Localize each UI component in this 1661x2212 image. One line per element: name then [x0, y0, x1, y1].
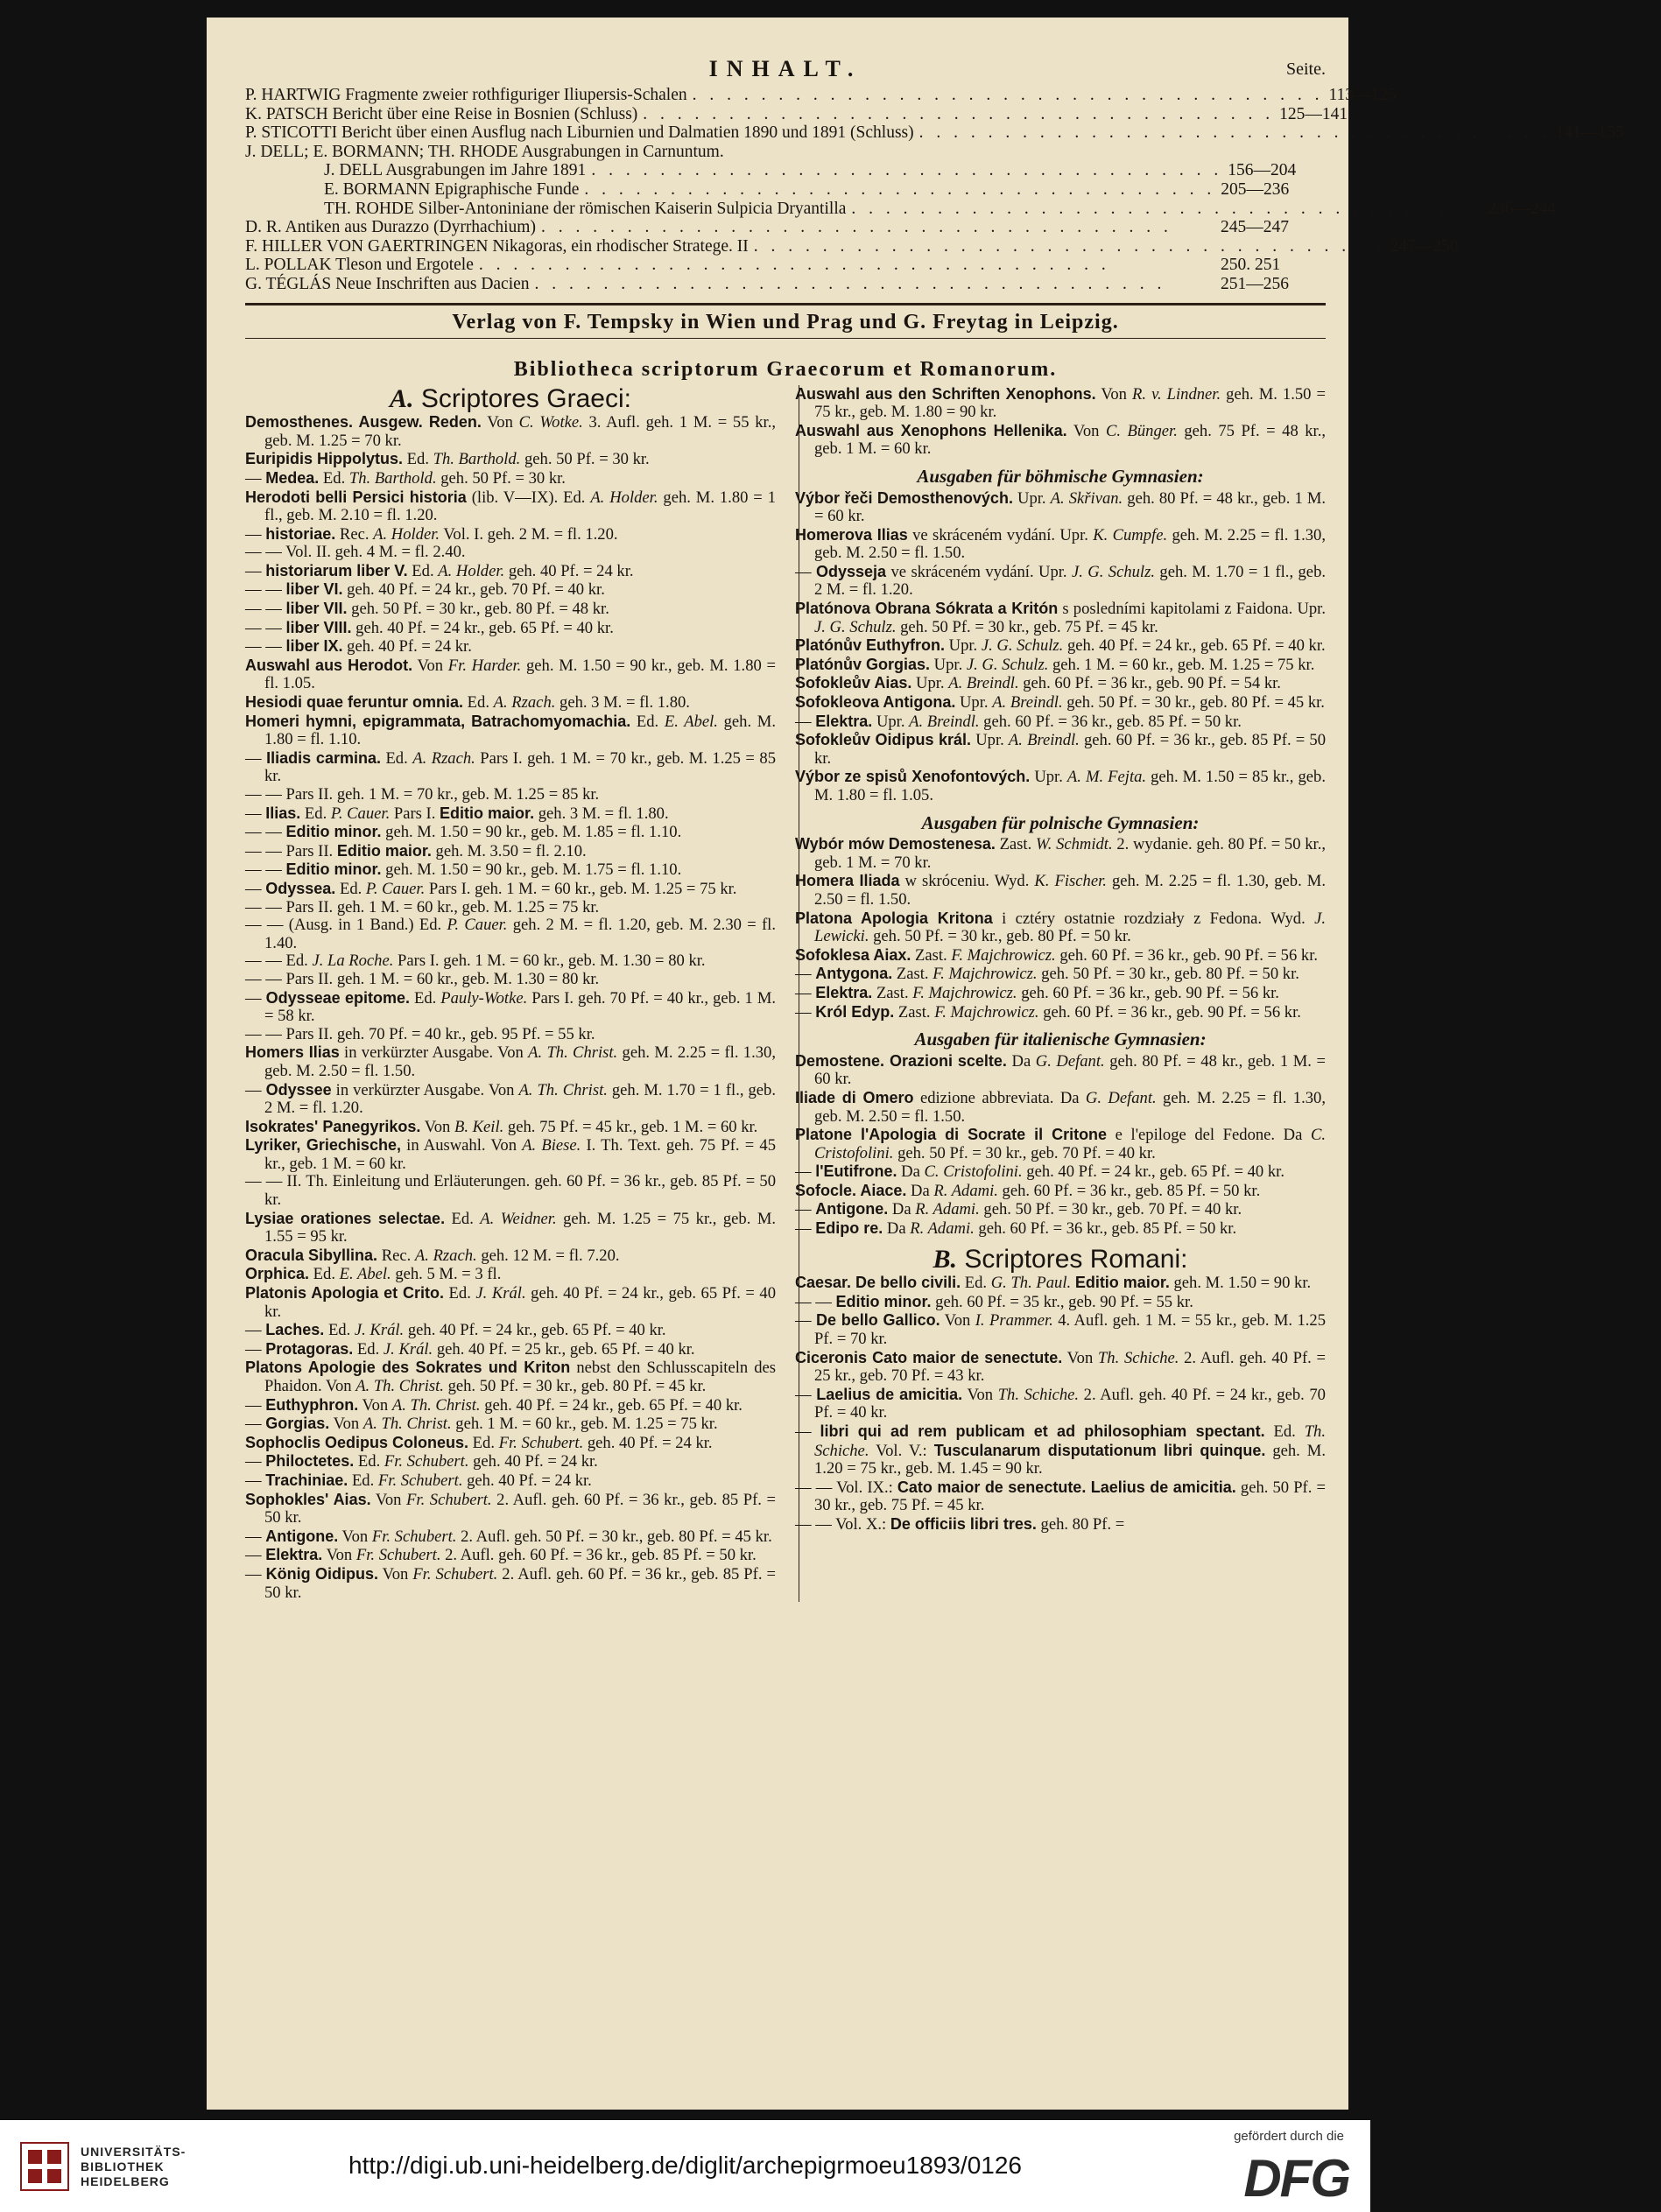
toc-leader: . . . . . . . . . . . . . . . . . . . . . . . . . . . . . . . . . . . . .	[918, 123, 1551, 143]
toc-entry-pages: 251—256	[1221, 274, 1289, 293]
toc-entry-title: TH. ROHDE Silber-Antoniniane der römischen Kaiserin Sulpicia Dryantilla	[324, 199, 847, 218]
catalog-entry: — Elektra. Von Fr. Schubert. 2. Aufl. geh. 60 Pf. = 36 kr., geb. 85 Pf. = 50 kr.	[245, 1546, 757, 1565]
catalog-entry: — Edipo re. Da R. Adami. geh. 60 Pf. = 36 kr., geb. 85 Pf. = 50 kr.	[795, 1219, 1237, 1239]
catalog-entry: — Medea. Ed. Th. Barthold. geh. 50 Pf. = 30 kr.	[245, 468, 566, 488]
catalog-entry: Sofokleův Oidipus král. Upr. A. Breindl. geh. 60 Pf. = 36 kr., geb. 85 Pf. = 50 kr.	[795, 731, 1326, 768]
catalog-entry: — — Editio minor. geh. M. 1.50 = 90 kr., geb. M. 1.75 = fl. 1.10.	[245, 860, 682, 880]
catalog-entry: — Antigone. Da R. Adami. geh. 50 Pf. = 30 kr., geb. 70 Pf. = 40 kr.	[795, 1200, 1242, 1219]
dfg-logo: DFG	[1243, 2149, 1349, 2208]
subheading-ital: Ausgaben für italienische Gymnasien:	[914, 1029, 1207, 1050]
catalog-entry: — — liber VII. geh. 50 Pf. = 30 kr., geb. 80 Pf. = 48 kr.	[245, 600, 609, 619]
toc-header	[245, 56, 1326, 86]
catalog-entry: — Gorgias. Von A. Th. Christ. geh. 1 M. = 60 kr., geb. M. 1.25 = 75 kr.	[245, 1415, 718, 1434]
catalog-entry: — historiarum liber V. Ed. A. Holder. geh. 40 Pf. = 24 kr.	[245, 561, 634, 580]
catalog-entry: — Król Edyp. Zast. F. Majchrowicz. geh. 60 Pf. = 36 kr., geb. 90 Pf. = 56 kr.	[795, 1002, 1301, 1022]
catalog-entry: Homerova Ilias ve skráceném vydání. Upr. K. Cumpfe. geh. M. 2.25 = fl. 1.30, geb. M. 2.50 = fl. 1.50.	[795, 525, 1326, 563]
entry-list	[795, 1052, 1326, 1239]
catalog-entry: Caesar. De bello civili. Ed. G. Th. Paul. Editio maior. geh. M. 1.50 = 90 kr.	[795, 1274, 1312, 1293]
entry-list	[795, 385, 1326, 459]
source-url[interactable]: http://digi.ub.uni-heidelberg.de/diglit/archepigrmoeu1893/0126	[348, 2152, 1022, 2179]
toc-entry-title: P. STICOTTI Bericht über einen Ausflug nach Liburnien und Dalmatien 1890 und 1891 (Schluss)	[245, 123, 914, 143]
catalog-entry: — — Vol. X.: De officiis libri tres. geh. 80 Pf. =	[795, 1514, 1125, 1534]
library-name-line: BIBLIOTHEK	[81, 2159, 165, 2173]
catalog-entry: — — liber IX. geh. 40 Pf. = 24 kr.	[245, 637, 472, 657]
entry-list	[245, 413, 776, 1602]
toc-entry-title: L. POLLAK Tleson und Ergotele	[245, 256, 474, 275]
entry-list	[795, 489, 1326, 805]
catalog-entry: Platónův Gorgias. Upr. J. G. Schulz. geh. 1 M. = 60 kr., geb. M. 1.25 = 75 kr.	[795, 655, 1315, 674]
catalog-entry: — — Pars II. geh. 1 M. = 60 kr., geb. M. 1.30 = 80 kr.	[245, 969, 600, 988]
catalog-entry: Výbor ze spisů Xenofontových. Upr. A. M. Fejta. geh. M. 1.50 = 85 kr., geb. M. 1.80 = fl. 1.05.	[795, 768, 1326, 804]
catalog-entry: — König Oidipus. Von Fr. Schubert. 2. Aufl. geh. 60 Pf. = 36 kr., geb. 85 Pf. = 50 kr.	[245, 1564, 776, 1602]
toc-leader: . . . . . . . . . . . . . . . . . . . . . . . . . . . . . . . . . . . . .	[851, 199, 1483, 218]
toc-row	[245, 218, 1326, 237]
entry-list	[795, 1274, 1326, 1534]
catalog-entry: — — Vol. II. geh. 4 M. = fl. 2.40.	[245, 543, 466, 562]
catalog-entry: Platons Apologie des Sokrates und Kriton nebst den Schlusscapiteln des Phaidon. Von A. Th. Christ. geh. 50 Pf. = 30 kr., geb. 80 Pf. = 45 kr.	[245, 1359, 776, 1395]
section-heading-graeci	[245, 383, 776, 413]
catalog-entry: Homers Ilias in verkürzter Ausgabe. Von A. Th. Christ. geh. M. 2.25 = fl. 1.30, geb. M. 2.50 = fl. 1.50.	[245, 1043, 776, 1080]
section-letter: B.	[933, 1244, 958, 1274]
section-heading-romani	[795, 1244, 1326, 1274]
toc-entry-pages: 141—155	[1555, 123, 1624, 143]
toc-leader: . . . . . . . . . . . . . . . . . . . . . . . . . . . . . . . . . . . . .	[591, 161, 1223, 180]
section-title: Scriptores Graeci:	[420, 383, 631, 413]
toc-entry-pages: 113—125	[1328, 86, 1397, 104]
toc-leader: . . . . . . . . . . . . . . . . . . . . . . . . . . . . . . . . . . . . .	[540, 218, 1172, 237]
catalog-columns	[245, 385, 1326, 1603]
catalog-entry: — — Ed. J. La Roche. Pars I. geh. 1 M. = 60 kr., geb. M. 1.30 = 80 kr.	[245, 952, 706, 971]
table-of-contents	[245, 86, 1624, 294]
catalog-entry: — Philoctetes. Ed. Fr. Schubert. geh. 40 Pf. = 24 kr.	[245, 1452, 598, 1471]
toc-leader: . . . . . . . . . . . . . . . . . . . . . . . . . . . . . . . . . . . . .	[692, 86, 1324, 104]
section-letter: A.	[390, 383, 414, 413]
toc-entry-title: E. BORMANN Epigraphische Funde	[324, 179, 580, 199]
toc-entry-pages: 245—247	[1221, 218, 1289, 237]
toc-entry-title: J. DELL; E. BORMANN; TH. RHODE Ausgrabungen in Carnuntum.	[245, 142, 724, 161]
catalog-entry: Sofocle. Aiace. Da R. Adami. geh. 60 Pf. = 36 kr., geb. 85 Pf. = 50 kr.	[795, 1181, 1261, 1200]
left-column	[245, 385, 776, 1603]
catalog-entry: Sofokleova Antigona. Upr. A. Breindl. geh. 50 Pf. = 30 kr., geb. 80 Pf. = 45 kr.	[795, 693, 1325, 713]
catalog-entry: Hesiodi quae feruntur omnia. Ed. A. Rzach. geh. 3 M. = fl. 1.80.	[245, 693, 690, 713]
catalog-entry: — — liber VIII. geh. 40 Pf. = 24 kr., geb. 65 Pf. = 40 kr.	[245, 618, 614, 637]
catalog-entry: Herodoti belli Persici historia (lib. V—IX). Ed. A. Holder. geh. M. 1.80 = 1 fl., geb. M. 2.10 = fl. 1.20.	[245, 488, 776, 525]
catalog-entry: Homeri hymni, epigrammata, Batrachomyomachia. Ed. E. Abel. geh. M. 1.80 = fl. 1.10.	[245, 712, 776, 749]
toc-entry-pages: 247—250	[1390, 236, 1459, 256]
catalog-entry: — Elektra. Upr. A. Breindl. geh. 60 Pf. = 36 kr., geb. 85 Pf. = 50 kr.	[795, 712, 1242, 731]
catalog-entry: Demosthenes. Ausgew. Reden. Von C. Wotke. 3. Aufl. geh. 1 M. = 55 kr., geb. M. 1.25 = 70 kr.	[245, 413, 776, 450]
catalog-entry: Demostene. Orazioni scelte. Da G. Defant. geh. 80 Pf. = 48 kr., geb. 1 M. = 60 kr.	[795, 1051, 1326, 1089]
toc-row	[245, 256, 1326, 275]
catalog-entry: — Odysseja ve skráceném vydání. Upr. J. G. Schulz. geh. M. 1.70 = 1 fl., geb. 2 M. = fl. 1.20.	[795, 562, 1327, 600]
catalog-entry: Isokrates' Panegyrikos. Von B. Keil. geh. 75 Pf. = 45 kr., geb. 1 M. = 60 kr.	[245, 1117, 758, 1136]
catalog-entry: — historiae. Rec. A. Holder. Vol. I. geh. 2 M. = fl. 1.20.	[245, 524, 618, 544]
toc-leader: . . . . . . . . . . . . . . . . . . . . . . . . . . . . . . . . . . . . .	[753, 236, 1385, 256]
toc-row	[245, 104, 1348, 124]
toc-leader: . . . . . . . . . . . . . . . . . . . . . . . . . . . . . . . . . . . . .	[478, 256, 1110, 275]
subheading-bohm: Ausgaben für böhmische Gymnasien:	[917, 465, 1204, 487]
toc-entry-pages: 156—204	[1228, 161, 1297, 180]
publisher-line: Verlag von F. Tempsky in Wien und Prag und G. Freytag in Leipzig.	[452, 310, 1119, 334]
bibliotheca-title: Bibliotheca scriptorum Graecorum et Romanorum.	[513, 357, 1058, 381]
catalog-entry: — — liber VI. geh. 40 Pf. = 24 kr., geb. 70 Pf. = 40 kr.	[245, 580, 605, 600]
toc-leader	[724, 143, 1221, 162]
catalog-entry: Auswahl aus Xenophons Hellenika. Von C. Bünger. geh. 75 Pf. = 48 kr., geb. 1 M. = 60 kr.	[795, 421, 1327, 459]
catalog-entry: Sofokleův Aias. Upr. A. Breindl. geh. 60 Pf. = 36 kr., geb. 90 Pf. = 54 kr.	[795, 674, 1281, 693]
catalog-entry: Výbor řeči Demosthenových. Upr. A. Skřivan. geh. 80 Pf. = 48 kr., geb. 1 M. = 60 kr.	[795, 488, 1326, 526]
catalog-entry: Platónova Obrana Sókrata a Kritón s posledními kapitolami z Faidona. Upr. J. G. Schulz. geh. 50 Pf. = 30 kr., geb. 75 Pf. = 45 kr.	[795, 600, 1326, 636]
catalog-entry: Platone l'Apologia di Socrate il Critone e l'epiloge del Fedone. Da C. Cristofolini. geh. 50 Pf. = 30 kr., geb. 70 Pf. = 40 kr.	[795, 1126, 1327, 1162]
catalog-entry: — Protagoras. Ed. J. Král. geh. 40 Pf. = 25 kr., geb. 65 Pf. = 40 kr.	[245, 1339, 695, 1359]
toc-entry-title: J. DELL Ausgrabungen im Jahre 1891	[324, 161, 587, 180]
catalog-entry: Homera Iliada w skróceniu. Wyd. K. Fischer. geh. M. 2.25 = fl. 1.30, geb. M. 2.50 = fl. 1.50.	[795, 872, 1326, 909]
toc-row	[245, 199, 1557, 219]
toc-page-label: Seite.	[1286, 60, 1326, 79]
catalog-entry: Iliade di Omero edizione abbreviata. Da G. Defant. geh. M. 2.25 = fl. 1.30, geb. M. 2.50 = fl. 1.50.	[795, 1088, 1326, 1126]
catalog-entry: Sofoklesa Aiax. Zast. F. Majchrowicz. geh. 60 Pf. = 36 kr., geb. 90 Pf. = 56 kr.	[795, 945, 1319, 965]
divider	[245, 303, 1326, 305]
document-page	[207, 18, 1624, 2110]
toc-entry-title: P. HARTWIG Fragmente zweier rothfiguriger Iliupersis-Schalen	[245, 86, 687, 104]
catalog-entry: Sophoclis Oedipus Coloneus. Ed. Fr. Schubert. geh. 40 Pf. = 24 kr.	[245, 1433, 713, 1452]
toc-row	[245, 236, 1459, 256]
catalog-entry: — — Pars II. Editio maior. geh. M. 3.50 = fl. 2.10.	[245, 841, 587, 860]
catalog-entry: — Odyssea. Ed. P. Cauer. Pars I. geh. 1 M. = 60 kr., geb. M. 1.25 = 75 kr.	[245, 879, 737, 898]
library-name-line: HEIDELBERG	[81, 2174, 170, 2188]
catalog-entry: Platónův Euthyfron. Upr. J. G. Schulz. geh. 40 Pf. = 24 kr., geb. 65 Pf. = 40 kr.	[795, 636, 1326, 656]
toc-row	[245, 143, 1326, 162]
toc-title: INHALT.	[708, 56, 862, 81]
catalog-entry: — Antygona. Zast. F. Majchrowicz. geh. 50 Pf. = 30 kr., geb. 80 Pf. = 50 kr.	[795, 965, 1299, 984]
toc-row	[245, 180, 1326, 200]
catalog-entry: Sophokles' Aias. Von Fr. Schubert. 2. Aufl. geh. 60 Pf. = 36 kr., geb. 85 Pf. = 50 kr.	[245, 1490, 777, 1527]
funded-by-text: gefördert durch die	[1234, 2129, 1344, 2144]
catalog-entry: — — Editio minor. geh. M. 1.50 = 90 kr., geb. M. 1.85 = fl. 1.10.	[245, 823, 682, 842]
catalog-entry: Lyriker, Griechische, in Auswahl. Von A. Biese. I. Th. Text. geh. 75 Pf. = 45 kr., geb. 1 M. = 60 kr.	[245, 1136, 776, 1173]
toc-row	[245, 86, 1397, 105]
toc-leader: . . . . . . . . . . . . . . . . . . . . . . . . . . . . . . . . . . . . .	[643, 104, 1275, 123]
catalog-entry: — Laches. Ed. J. Král. geh. 40 Pf. = 24 kr., geb. 65 Pf. = 40 kr.	[245, 1321, 666, 1340]
section-title: Scriptores Romani:	[964, 1244, 1188, 1274]
toc-entry-pages: 205—236	[1221, 179, 1290, 199]
catalog-entry: — Antigone. Von Fr. Schubert. 2. Aufl. geh. 50 Pf. = 30 kr., geb. 80 Pf. = 45 kr.	[245, 1527, 772, 1546]
catalog-entry: Ciceronis Cato maior de senectute. Von Th. Schiche. 2. Aufl. geh. 40 Pf. = 25 kr., geb. 70 Pf. = 43 kr.	[795, 1348, 1326, 1386]
catalog-entry: — — Vol. IX.: Cato maior de senectute. Laelius de amicitia. geh. 50 Pf. = 30 kr., geb. 75 Pf. = 45 kr.	[795, 1478, 1326, 1515]
catalog-entry: — l'Eutifrone. Da C. Cristofolini. geh. 40 Pf. = 24 kr., geb. 65 Pf. = 40 kr.	[795, 1162, 1284, 1182]
catalog-entry: Platona Apologia Kritona i cztéry ostatnie rozdziały z Fedona. Wyd. J. Lewicki. geh. 50 Pf. = 30 kr., geb. 80 Pf. = 50 kr.	[795, 909, 1327, 946]
catalog-entry: — Odyssee in verkürzter Ausgabe. Von A. Th. Christ. geh. M. 1.70 = 1 fl., geb. 2 M. = fl. 1.20.	[245, 1080, 776, 1118]
catalog-entry: Auswahl aus Herodot. Von Fr. Harder. geh. M. 1.50 = 90 kr., geb. M. 1.80 = fl. 1.05.	[245, 656, 776, 693]
toc-entry-title: F. HILLER VON GAERTRINGEN Nikagoras, ein rhodischer Stratege. II	[245, 236, 749, 256]
catalog-entry: Lysiae orationes selectae. Ed. A. Weidner. geh. M. 1.25 = 75 kr., geb. M. 1.55 = 95 kr.	[245, 1209, 777, 1246]
catalog-entry: — Elektra. Zast. F. Majchrowicz. geh. 60 Pf. = 36 kr., geb. 90 Pf. = 56 kr.	[795, 983, 1279, 1002]
footer-bar	[0, 2120, 1370, 2212]
catalog-entry: Wybór mów Demostenesa. Zast. W. Schmidt. 2. wydanie. geh. 80 Pf. = 50 kr., geb. 1 M. = 70 kr.	[795, 835, 1326, 872]
library-name-line: UNIVERSITÄTS-	[81, 2145, 187, 2159]
catalog-entry: Platonis Apologia et Crito. Ed. J. Král. geh. 40 Pf. = 24 kr., geb. 65 Pf. = 40 kr.	[245, 1284, 776, 1321]
toc-row	[245, 123, 1624, 143]
toc-entry-title: G. TÉGLÁS Neue Inschriften aus Dacien	[245, 274, 530, 293]
catalog-entry: — — Pars II. geh. 70 Pf. = 40 kr., geb. 95 Pf. = 55 kr.	[245, 1024, 595, 1043]
catalog-entry: Euripidis Hippolytus. Ed. Th. Barthold. geh. 50 Pf. = 30 kr.	[245, 450, 650, 469]
catalog-entry: — Euthyphron. Von A. Th. Christ. geh. 40 Pf. = 24 kr., geb. 65 Pf. = 40 kr.	[245, 1395, 743, 1415]
catalog-entry: — Odysseae epitome. Ed. Pauly-Wotke. Pars I. geh. 70 Pf. = 40 kr., geb. 1 M. = 58 kr.	[245, 988, 777, 1026]
catalog-entry: — Trachiniae. Ed. Fr. Schubert. geh. 40 Pf. = 24 kr.	[245, 1471, 592, 1490]
catalog-entry: — Ilias. Ed. P. Cauer. Pars I. Editio maior. geh. 3 M. = fl. 1.80.	[245, 804, 669, 823]
toc-entry-pages	[1221, 143, 1326, 162]
catalog-entry: — Laelius de amicitia. Von Th. Schiche. 2. Aufl. geh. 40 Pf. = 24 kr., geb. 70 Pf. = 40 kr.	[795, 1385, 1326, 1422]
toc-entry-pages: 236—244	[1488, 199, 1557, 218]
catalog-entry: — De bello Gallico. Von I. Prammer. 4. Aufl. geh. 1 M. = 55 kr., geb. M. 1.25 Pf. = 70 kr.	[795, 1311, 1327, 1349]
toc-entry-title: K. PATSCH Bericht über eine Reise in Bosnien (Schluss)	[245, 104, 638, 123]
catalog-entry: — — Pars II. geh. 1 M. = 60 kr., geb. M. 1.25 = 75 kr.	[245, 897, 600, 916]
divider	[245, 338, 1326, 339]
catalog-entry: Oracula Sibyllina. Rec. A. Rzach. geh. 12 M. = fl. 7.20.	[245, 1246, 620, 1265]
catalog-entry: — — (Ausg. in 1 Band.) Ed. P. Cauer. geh. 2 M. = fl. 1.20, geb. M. 2.30 = fl. 1.40.	[245, 916, 776, 952]
toc-entry-title: D. R. Antiken aus Durazzo (Dyrrhachium)	[245, 218, 536, 237]
toc-entry-pages: 250. 251	[1221, 256, 1281, 275]
catalog-entry: — libri qui ad rem publicam et ad philosophiam spectant. Ed. Th. Schiche. Vol. V.: Tusculanarum disputationum libri quinque. geh. M. 1.20 = 75 kr., geb. M. 1.45 = 90 kr.	[795, 1422, 1326, 1478]
toc-entry-pages: 125—141	[1279, 104, 1348, 123]
subheading-poln: Ausgaben für polnische Gymnasien:	[921, 811, 1200, 833]
catalog-entry: Orphica. Ed. E. Abel. geh. 5 M. = 3 fl.	[245, 1265, 502, 1284]
toc-leader: . . . . . . . . . . . . . . . . . . . . . . . . . . . . . . . . . . . . .	[584, 179, 1216, 199]
toc-row	[245, 275, 1326, 294]
catalog-entry: — — II. Th. Einleitung und Erläuterungen. geh. 60 Pf. = 36 kr., geb. 85 Pf. = 50 kr.	[245, 1172, 776, 1210]
right-column	[795, 385, 1326, 1603]
catalog-entry: — — Pars II. geh. 1 M. = 70 kr., geb. M. 1.25 = 85 kr.	[245, 785, 600, 804]
toc-row	[245, 161, 1326, 180]
catalog-entry: — Iliadis carmina. Ed. A. Rzach. Pars I. geh. 1 M. = 70 kr., geb. M. 1.25 = 85 kr.	[245, 748, 776, 786]
entry-list	[795, 835, 1326, 1022]
catalog-entry: Auswahl aus den Schriften Xenophons. Von R. v. Lindner. geh. M. 1.50 = 75 kr., geb. M. 1.80 = 90 kr.	[795, 384, 1327, 422]
toc-leader: . . . . . . . . . . . . . . . . . . . . . . . . . . . . . . . . . . . . .	[534, 274, 1166, 293]
catalog-entry: — — Editio minor. geh. 60 Pf. = 35 kr., geb. 90 Pf. = 55 kr.	[795, 1292, 1193, 1311]
